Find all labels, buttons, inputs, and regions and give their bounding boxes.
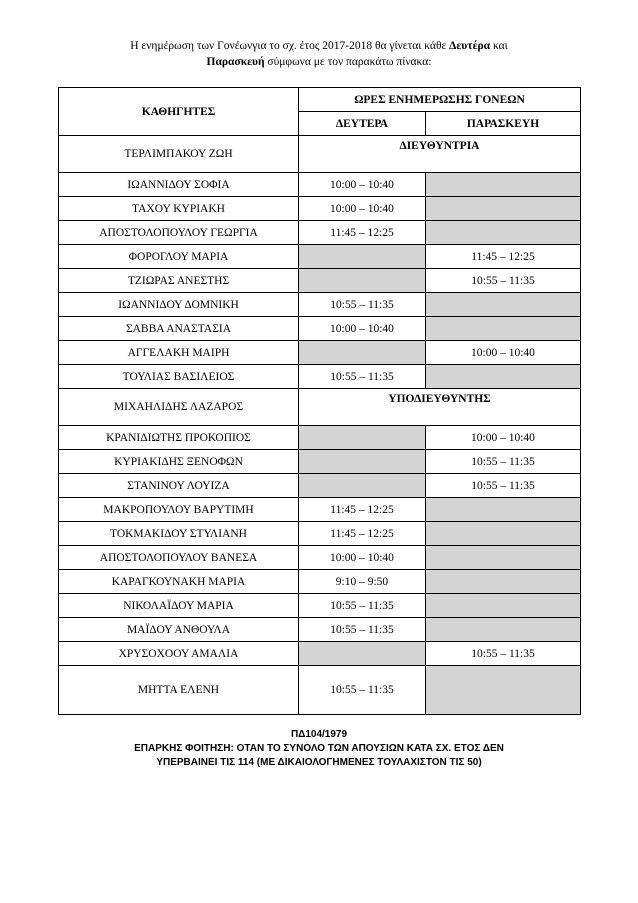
friday-slot [426, 594, 581, 618]
monday-slot: 10:55 – 11:35 [299, 666, 426, 715]
monday-slot [299, 474, 426, 498]
intro-line-1-text: Η ενημέρωση των Γονέωνγια το σχ. έτος 2017-2018 θα γίνεται κάθε [130, 40, 447, 52]
teacher-name: ΤΑΧΟΥ ΚΥΡΙΑΚΗ [59, 197, 299, 221]
monday-slot: 10:00 – 10:40 [299, 173, 426, 197]
monday-slot: 10:55 – 11:35 [299, 618, 426, 642]
teacher-name: ΣΤΑΝΙΝΟΥ ΛΟΥΙΖΑ [59, 474, 299, 498]
friday-slot [426, 570, 581, 594]
friday-slot: 11:45 – 12:25 [426, 245, 581, 269]
teacher-name: ΤΖΙΩΡΑΣ ΑΝΕΣΤΗΣ [59, 269, 299, 293]
friday-slot: 10:00 – 10:40 [426, 426, 581, 450]
intro-line-1 [0, 38, 638, 54]
monday-slot [299, 269, 426, 293]
friday-slot [426, 498, 581, 522]
friday-slot [426, 618, 581, 642]
friday-slot [426, 293, 581, 317]
header-row-1 [59, 88, 581, 112]
monday-slot [299, 426, 426, 450]
friday-slot: 10:00 – 10:40 [426, 341, 581, 365]
monday-slot [299, 341, 426, 365]
header-teachers: ΚΑΘΗΓΗΤΕΣ [59, 88, 299, 136]
table-row [59, 546, 581, 570]
table-row [59, 136, 581, 173]
teacher-name: ΚΥΡΙΑΚΙΔΗΣ ΞΕΝΟΦΩΝ [59, 450, 299, 474]
table-row [59, 426, 581, 450]
table-row [59, 666, 581, 715]
table-row [59, 245, 581, 269]
monday-slot: 10:55 – 11:35 [299, 594, 426, 618]
friday-slot [426, 173, 581, 197]
header-hours: ΩΡΕΣ ΕΝΗΜΕΡΩΣΗΣ ΓΟΝΕΩΝ [299, 88, 581, 112]
monday-slot: 11:45 – 12:25 [299, 522, 426, 546]
teacher-name: ΤΕΡΛΙΜΠΑΚΟΥ ΖΩΗ [59, 136, 299, 173]
intro-line-2 [0, 54, 638, 70]
teacher-name: ΤΟΥΛΙΑΣ ΒΑΣΙΛΕΙΟΣ [59, 365, 299, 389]
footer-line-3: ΥΠΕΡΒΑΙΝΕΙ ΤΙΣ 114 (ΜΕ ΔΙΚΑΙΟΛΟΓΗΜΕΝΕΣ ΤΟΥΛΑΧΙΣΤΟΝ ΤΙΣ 50) [156, 757, 482, 768]
table-row [59, 474, 581, 498]
friday-slot [426, 666, 581, 715]
teacher-name: ΑΠΟΣΤΟΛΟΠΟΥΛΟΥ ΒΑΝΕΣΑ [59, 546, 299, 570]
friday-slot [426, 546, 581, 570]
monday-slot [299, 450, 426, 474]
intro-friday-bold: Παρασκευή [206, 56, 265, 68]
teacher-name: ΦΟΡΟΓΛΟΥ ΜΑΡΙΑ [59, 245, 299, 269]
friday-slot: 10:55 – 11:35 [426, 642, 581, 666]
teacher-name: ΑΓΓΕΛΑΚΗ ΜΑΙΡΗ [59, 341, 299, 365]
teacher-name: ΙΩΑΝΝΙΔΟΥ ΣΟΦΙΑ [59, 173, 299, 197]
monday-slot: 10:00 – 10:40 [299, 197, 426, 221]
footer-law: ΠΔ104/1979 [290, 729, 348, 740]
monday-slot: 11:45 – 12:25 [299, 221, 426, 245]
header-friday: ΠΑΡΑΣΚΕΥΗ [426, 112, 581, 136]
role-label: ΔΙΕΥΘΥΝΤΡΙΑ [299, 136, 581, 173]
teacher-name: ΜΙΧΑΗΛΙΔΗΣ ΛΑΖΑΡΟΣ [59, 389, 299, 426]
table-row [59, 221, 581, 245]
teacher-name: ΧΡΥΣΟΧΟΟΥ ΑΜΑΛΙΑ [59, 642, 299, 666]
monday-slot [299, 642, 426, 666]
friday-slot [426, 365, 581, 389]
friday-slot: 10:55 – 11:35 [426, 474, 581, 498]
monday-slot: 10:00 – 10:40 [299, 546, 426, 570]
teacher-name: ΙΩΑΝΝΙΔΟΥ ΔΟΜΝΙΚΗ [59, 293, 299, 317]
monday-slot: 10:55 – 11:35 [299, 365, 426, 389]
table-row [59, 197, 581, 221]
table-row [59, 173, 581, 197]
table-row [59, 293, 581, 317]
table-row [59, 594, 581, 618]
schedule-body [59, 136, 581, 715]
footer-line-2: ΕΠΑΡΚΗΣ ΦΟΙΤΗΣΗ: ΟΤΑΝ ΤΟ ΣΥΝΟΛΟ ΤΩΝ ΑΠΟΥΣΙΩΝ ΚΑΤΑ ΣΧ. ΕΤΟΣ ΔΕΝ [134, 743, 504, 754]
monday-slot: 10:00 – 10:40 [299, 317, 426, 341]
teacher-name: ΣΑΒΒΑ ΑΝΑΣΤΑΣΙΑ [59, 317, 299, 341]
role-label: ΥΠΟΔΙΕΥΘΥΝΤΗΣ [299, 389, 581, 426]
teacher-name: ΑΠΟΣΤΟΛΟΠΟΥΛΟΥ ΓΕΩΡΓΙΑ [59, 221, 299, 245]
intro-text [0, 38, 638, 70]
monday-slot: 9:10 – 9:50 [299, 570, 426, 594]
teacher-name: ΜΑΚΡΟΠΟΥΛΟΥ ΒΑΡΥΤΙΜΗ [59, 498, 299, 522]
teacher-name: ΝΙΚΟΛΑΪΔΟΥ ΜΑΡΙΑ [59, 594, 299, 618]
intro-line-1-end: και [492, 40, 508, 52]
friday-slot [426, 522, 581, 546]
monday-slot: 11:45 – 12:25 [299, 498, 426, 522]
friday-slot: 10:55 – 11:35 [426, 269, 581, 293]
table-row [59, 498, 581, 522]
friday-slot [426, 221, 581, 245]
teacher-name: ΤΟΚΜΑΚΙΔΟΥ ΣΤΥΛΙΑΝΗ [59, 522, 299, 546]
teacher-name: ΚΡΑΝΙΔΙΩΤΗΣ ΠΡΟΚΟΠΙΟΣ [59, 426, 299, 450]
teacher-name: ΜΑΪΔΟΥ ΑΝΘΟΥΛΑ [59, 618, 299, 642]
table-row [59, 341, 581, 365]
teacher-name: ΚΑΡΑΓΚΟΥΝΑΚΗ ΜΑΡΙΑ [59, 570, 299, 594]
table-row [59, 317, 581, 341]
monday-slot: 10:55 – 11:35 [299, 293, 426, 317]
friday-slot: 10:55 – 11:35 [426, 450, 581, 474]
table-row [59, 450, 581, 474]
table-row [59, 269, 581, 293]
table-row [59, 389, 581, 426]
table-row [59, 365, 581, 389]
intro-line-2-text: σύμφωνα με τον παρακάτω πίνακα: [267, 56, 432, 68]
table-row [59, 618, 581, 642]
footer-note [0, 728, 638, 770]
header-monday: ΔΕΥΤΕΡΑ [299, 112, 426, 136]
friday-slot [426, 197, 581, 221]
table-row [59, 522, 581, 546]
friday-slot [426, 317, 581, 341]
table-row [59, 642, 581, 666]
table-row [59, 570, 581, 594]
teacher-name: ΜΗΤΤΑ ΕΛΕΝΗ [59, 666, 299, 715]
monday-slot [299, 245, 426, 269]
schedule-table [58, 87, 581, 715]
intro-monday-bold: Δευτέρα [449, 40, 491, 52]
